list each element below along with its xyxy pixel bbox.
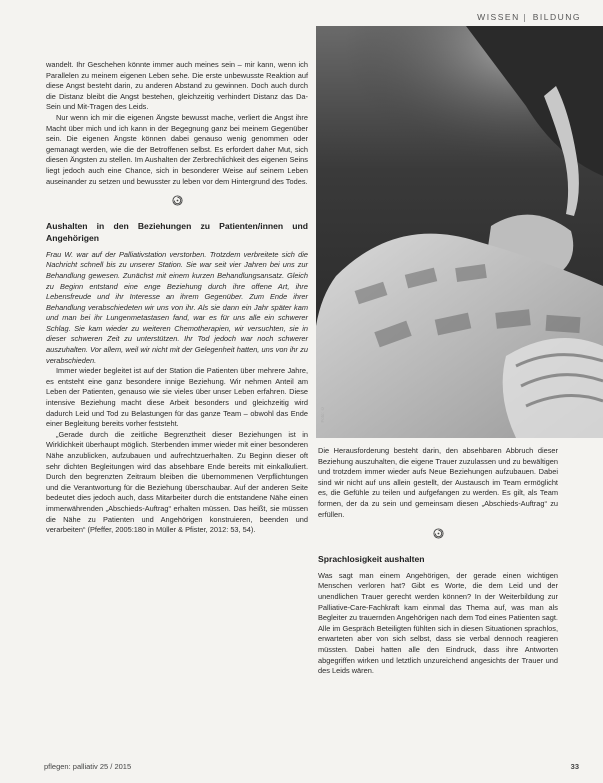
section-ornament-icon <box>318 528 558 543</box>
right-column <box>318 446 558 677</box>
quote-paragraph: „Gerade durch die zeitliche Begrenztheit dieser Beziehungen ist in Wirklichkeit überhaupt möglich. Sterbenden immer wieder mit einer besonderen Nähe anzublicken, aufzubauen und aufrechtzuerhalten. Zu Beginn dieser oft sehr dichten Begleitungen wird das absehbare Ende bereits mit einkalkuliert. Durch den begrenzten Zeitraum bleiben die übernommenen Verpflichtungen und die Verantwortung für die Beziehung überschaubar. Auf der anderen Seite bedeutet dies jedoch auch, dass Mitarbeiter durch die entstandene Nähe einen immerwährenden „Abschieds-Auftrag“ erhalten müssen. Das heißt, sie müssen die Nähe zu Patienten und Angehörigen konstruieren, beenden und verarbeiten“ (Pfeffer, 2005:180 in Müller & Pfister, 2012: 53, 54). <box>46 429 308 535</box>
paragraph: Immer wieder begleitet ist auf der Station die Patienten über mehrere Jahre, es entsteht eine ganz besondere innige Beziehung. Wir nehmen Anteil am Leben der Patienten, genauso wie sie vieles über unser Leben erfahren. Diese intensive Beziehung macht diese Arbeit besonders und gleichzeitig wird dadurch Leid und Tod zu Belastungen für das ganze Team – obwohl das Ende einer Begleitung bereits vorher feststeht. <box>46 366 308 429</box>
journal-footer: pflegen: palliativ 25 / 2015 <box>44 762 132 771</box>
paragraph: Nur wenn ich mir die eigenen Ängste bewusst mache, verliert die Angst ihre Macht über mich und ich kann in der Begegnung ganz bei meinem Gegenüber sein. Die eigenen Ängste können dabei genauso wenig genommen oder gemanagt werden, wie die der Betroffenen selbst. Es erfordert daher Mut, sich diesen Ängsten zu stellen. Im Aushalten der Zerbrechlichkeit des eigenen Seins liegt jedoch auch eine Chance, sich in besonderer Weise auf seinem Leben auseinander zu setzen und bewusster zu leben vor dem Hintergrund des Todes. <box>46 112 308 186</box>
photo <box>316 26 603 438</box>
section-heading: Aushalten in den Beziehungen zu Patienten/innen und Angehörigen <box>46 220 308 243</box>
paragraph: Die Herausforderung besteht darin, den absehbaren Abbruch dieser Beziehung auszuhalten, die eigene Trauer zuzulassen und zu bewältigen und trotzdem immer wieder aufs Neue Beziehungen aufzubauen. Dabei sind wir nicht auf uns allein gestellt, der Austausch im Team ermöglicht es, die Gefühle zu teilen und aufgefangen zu werden. Es gilt, als Team formen, der da zu sein und gemeinsam diesen „Abschieds-Auftrag“ zu erfüllen. <box>318 446 558 519</box>
paragraph: Was sagt man einem Angehörigen, der gerade einen wichtigen Menschen verloren hat? Gibt es Worte, die dem Leid und der unendlichen Trauer gerecht werden können? In der Weiterbildung zur Palliative-Care-Fachkraft kam einmal das Thema auf, was man als Begleiter zu trauernden Angehörigen nach dem Tod eines Patienten sagt. Alle im Gespräch Beteiligten fühlten sich in diesen Situationen sprachlos, erwarteten aber von sich selbst, dass sie verbal dennoch reagieren müssten. Dabei hatten alle den Eindruck, dass ihre Antworten abgegriffen wirken und letztlich unzureichend angesichts der Trauer und des Leids wären. <box>318 570 558 676</box>
photo-credit: Foto: © <box>320 406 325 423</box>
section-heading: Sprachlosigkeit aushalten <box>318 553 425 564</box>
case-paragraph: Frau W. war auf der Palliativstation verstorben. Trotzdem verbreitete sich die Nachricht schnell bis zu unserer Station. Sie war seit vier Jahren bei uns zur Behandlung gewesen. Zunächst mit einem kurzen Behandlungsansatz. Gleich zu Beginn entstand eine enge Beziehung durch ihre offene Art, ihre Lebensfreude und ihr Interesse an ihrem Gegenüber. Zum Ende ihrer Behandlung verabschiedeten wir uns von ihr. Als sie dann ein Jahr später kam und man bei ihr Lungenmetastasen fand, war es für uns alle ein schwerer Schlag. Sie kam wieder zu weiteren Chemotherapien, wir versuchten, sie in dieser schweren Zeit zu unterstützen. Ihr Tod jedoch war noch schwerer auszuhalten. Vor allem, weil wir nicht mit der Gelegenheit hatten, uns von ihr zu verabschieden. <box>46 249 308 365</box>
subsection-label: BILDUNG <box>532 12 581 22</box>
section-label: WISSEN <box>477 12 520 22</box>
section-header <box>473 12 581 22</box>
left-column <box>46 60 308 536</box>
bedside-photo <box>316 26 603 438</box>
paragraph: wandelt. Ihr Geschehen könnte immer auch meines sein – mir kann, wenn ich Parallelen zu meinem eigenen Leben sehe. Die erste unbewusste Reaktion auf diese Angst besteht darin, zu anderen Abstand zu gewinnen. Doch auch durch die Distanz bleibt die Angst bestehen, gleichzeitig verhindert Distanz das Da-Sein und Mit-Tragen des Leids. <box>46 60 308 112</box>
divider <box>524 14 525 22</box>
page-number: 33 <box>570 762 579 771</box>
section-ornament-icon <box>46 195 308 210</box>
